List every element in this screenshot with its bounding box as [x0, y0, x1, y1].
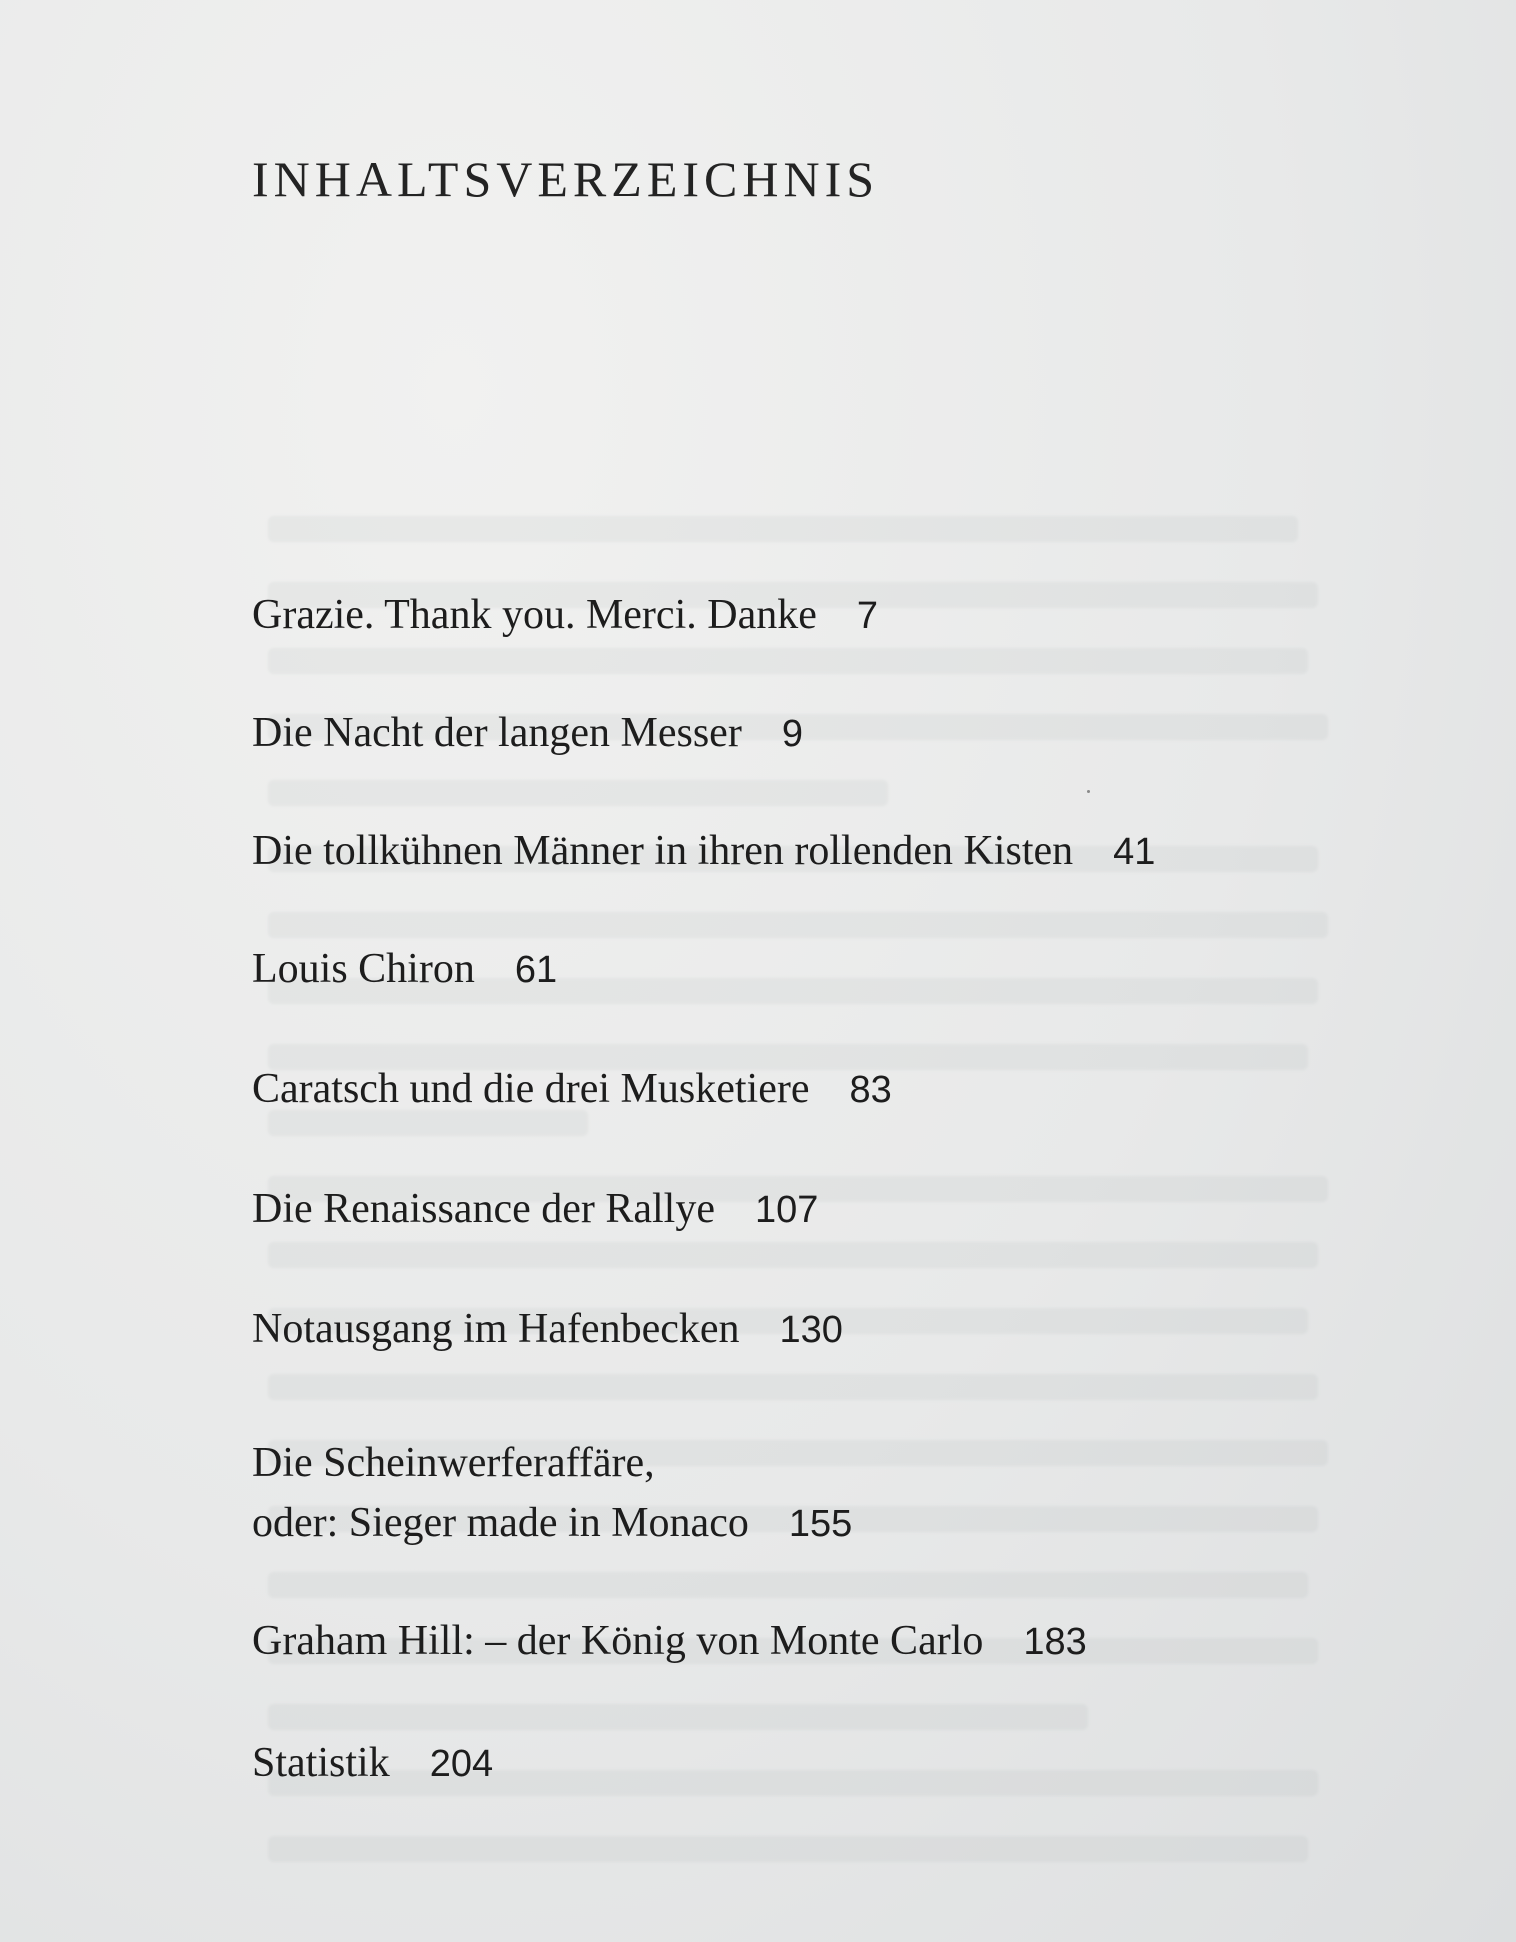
toc-entry-page-number: 61 — [514, 949, 558, 991]
toc-entry-page-number: 83 — [849, 1069, 892, 1111]
toc-entry — [252, 703, 803, 764]
toc-entry-title-line2: oder: Sieger made in Monaco — [252, 1500, 749, 1546]
toc-entry — [252, 1433, 852, 1554]
toc-entry-page-number: 41 — [1113, 831, 1156, 873]
toc-entry-page-number: 7 — [856, 595, 878, 637]
page-title: INHALTSVERZEICHNIS — [252, 151, 880, 207]
toc-entry-title: Graham Hill: – der König von Monte Carlo — [252, 1618, 984, 1664]
toc-entry-title: Statistik — [252, 1740, 390, 1786]
toc-entry-title: Grazie. Thank you. Merci. Danke — [252, 592, 817, 638]
toc-entry-page-number: 130 — [779, 1309, 843, 1351]
toc-entry — [252, 821, 1155, 882]
toc-entry — [252, 1733, 493, 1794]
toc-entry — [252, 939, 557, 1000]
toc-entry-title: Die Scheinwerferaffäre, — [252, 1440, 655, 1486]
toc-entry-title: Die Nacht der langen Messer — [252, 710, 742, 756]
toc-entry-title: Notausgang im Hafenbecken — [252, 1306, 740, 1352]
toc-entry-page-number: 107 — [754, 1189, 819, 1231]
toc-entry-title-continued — [252, 1493, 852, 1554]
paper-speck — [1087, 790, 1090, 793]
toc-entry-title: Caratsch und die drei Musketiere — [252, 1066, 810, 1112]
toc-entry-page-number: 204 — [429, 1743, 494, 1785]
toc-entry-page-number: 155 — [788, 1503, 853, 1545]
toc-entry — [252, 1059, 892, 1120]
toc-entry-page-number: 9 — [781, 713, 803, 755]
toc-entry-page-number: 183 — [1023, 1621, 1087, 1663]
toc-entry-title: Die tollkühnen Männer in ihren rollenden Kisten — [252, 828, 1074, 874]
toc-entry — [252, 585, 878, 646]
toc-entry — [252, 1611, 1087, 1672]
toc-entry-title: Die Renaissance der Rallye — [252, 1186, 715, 1232]
toc-entry-title: Louis Chiron — [252, 946, 475, 992]
toc-entry — [252, 1299, 843, 1360]
toc-entry — [252, 1179, 818, 1240]
